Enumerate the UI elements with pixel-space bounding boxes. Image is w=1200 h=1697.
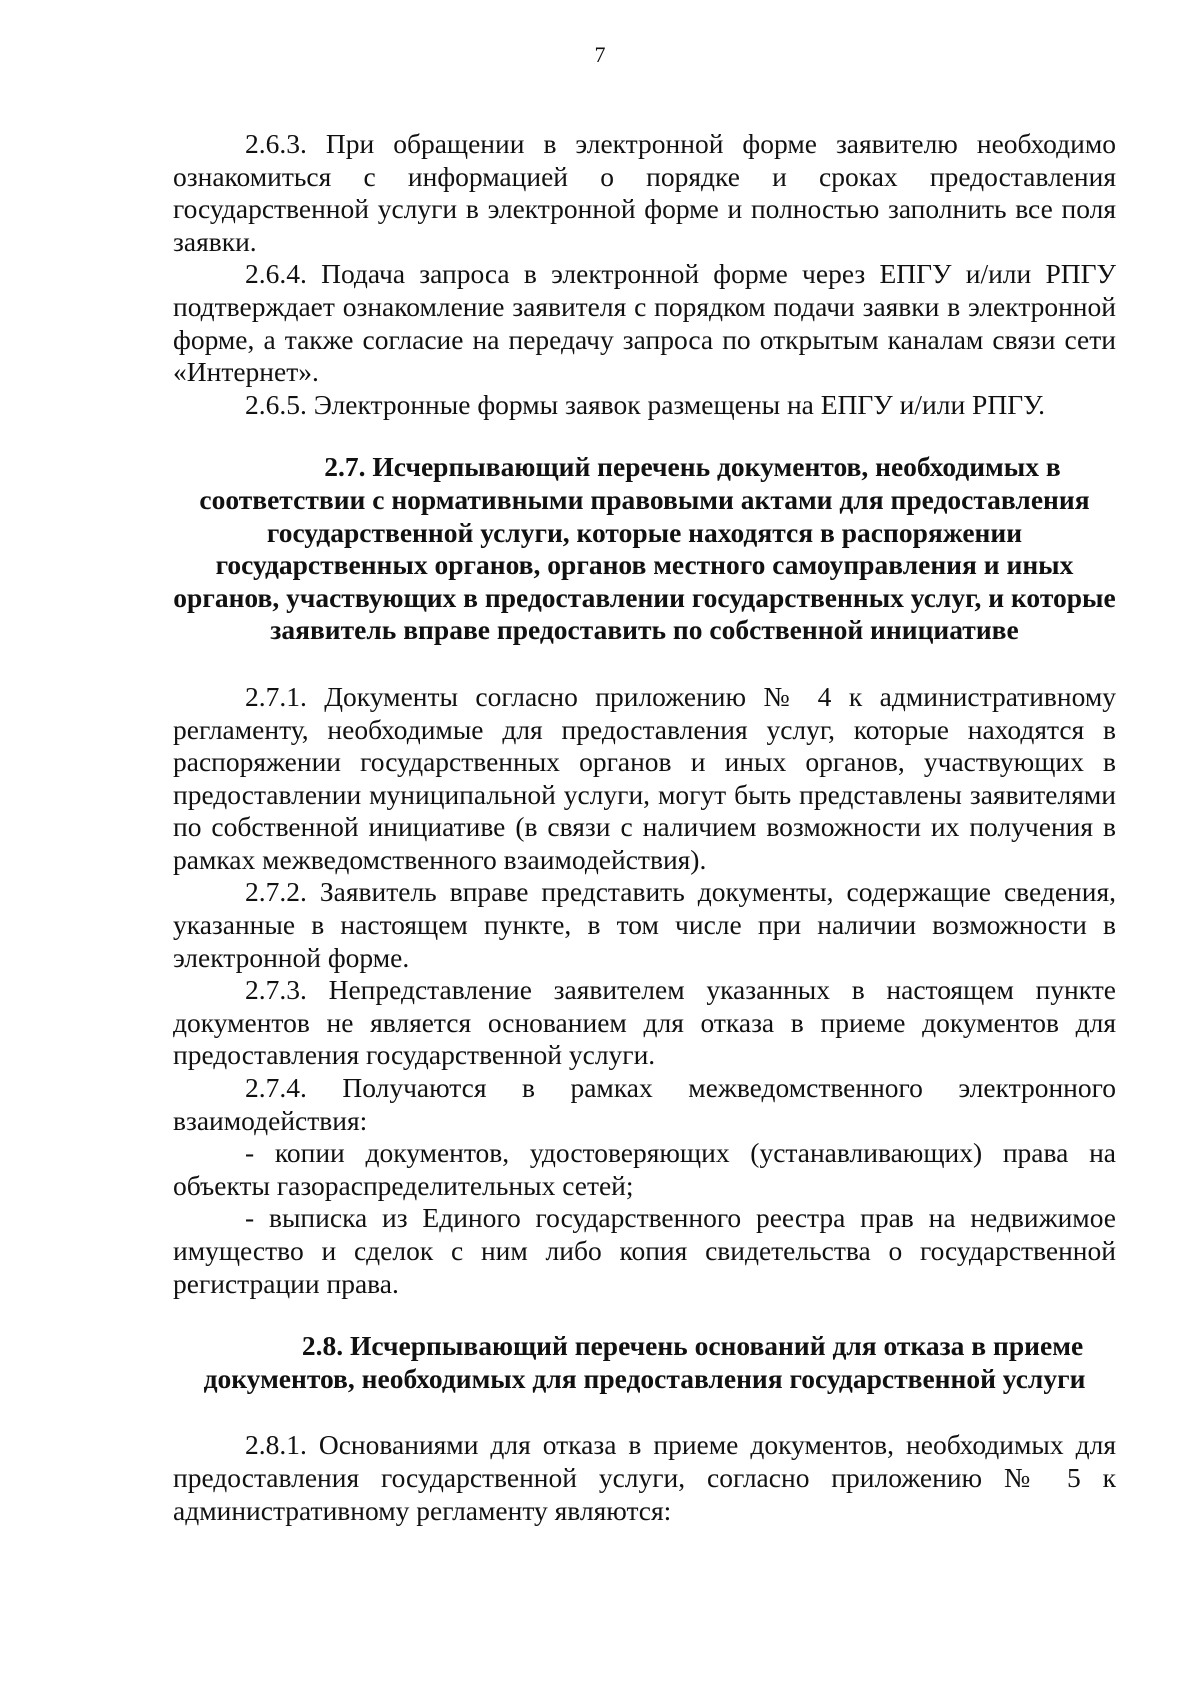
section-spacer [173, 647, 1116, 681]
page-number: 7 [594, 42, 606, 67]
section-heading-2-7: 2.7. Исчерпывающий перечень документов, необходимых в соответствии с нормативными правовыми актами для предоставления государственной услуги, которые находятся в распоряжении государственных органов, органов местного самоуправления и иных органов, участвующих в предоставлении государственных услуг, и которые заявитель вправе предоставить по собственной инициативе [173, 451, 1116, 646]
list-item-registry-extract: - выписка из Единого государственного реестра прав на недвижимое имущество и сделок с ним либо копия свидетельства о государственной регистрации права. [173, 1202, 1116, 1299]
section-spacer [173, 421, 1116, 451]
paragraph-2-7-3: 2.7.3. Непредставление заявителем указанных в настоящем пункте документов не является основанием для отказа в приеме документов для предоставления государственной услуги. [173, 974, 1116, 1071]
section-spacer [173, 1300, 1116, 1330]
paragraph-2-7-1: 2.7.1. Документы согласно приложению № 4 к административному регламенту, необходимые для предоставления услуг, которые находятся в распоряжении государственных органов и иных органов, участвующих в предоставлении муниципальной услуги, могут быть представлены заявителями по собственной инициативе (в связи с наличием возможности их получения в рамках межведомственного взаимодействия). [173, 680, 1116, 875]
paragraph-2-7-2: 2.7.2. Заявитель вправе представить документы, содержащие сведения, указанные в настоящем пункте, в том числе при наличии возможности в электронной форме. [173, 876, 1116, 973]
list-item-document-copies: - копии документов, удостоверяющих (устанавливающих) права на объекты газораспределительных сетей; [173, 1137, 1116, 1201]
paragraph-2-8-1: 2.8.1. Основаниями для отказа в приеме документов, необходимых для предоставления государственной услуги, согласно приложению № 5 к административному регламенту являются: [173, 1429, 1116, 1526]
paragraph-2-6-3: 2.6.3. При обращении в электронной форме заявителю необходимо ознакомиться с информацией о порядке и сроках предоставления государственной услуги в электронной форме и полностью заполнить все поля заявки. [173, 128, 1116, 257]
section-spacer [173, 1395, 1116, 1429]
paragraph-2-6-5: 2.6.5. Электронные формы заявок размещены на ЕПГУ и/или РПГУ. [245, 388, 1045, 420]
paragraph-2-7-4: 2.7.4. Получаются в рамках межведомственного электронного взаимодействия: [173, 1072, 1116, 1136]
document-body [173, 128, 1116, 1527]
section-heading-2-8: 2.8. Исчерпывающий перечень оснований для отказа в приеме документов, необходимых для предоставления государственной услуги [203, 1330, 1086, 1394]
paragraph-2-6-4: 2.6.4. Подача запроса в электронной форме через ЕПГУ и/или РПГУ подтверждает ознакомление заявителя с порядком подачи заявки в электронной форме, а также согласие на передачу запроса по открытым каналам связи сети «Интернет». [173, 258, 1116, 388]
